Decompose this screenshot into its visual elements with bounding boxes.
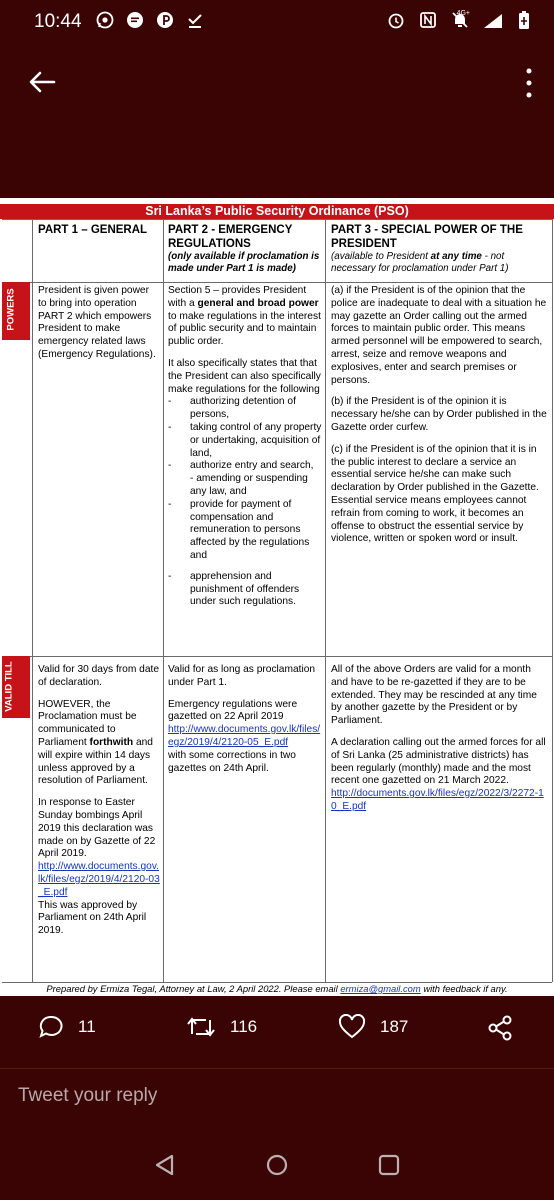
like-count: 187	[380, 1017, 409, 1036]
bullet-item: - amending or suspending any law, and	[190, 473, 308, 497]
alarm-icon	[386, 10, 406, 30]
document-footer: Prepared by Ermiza Tegal, Attorney at Law, 2 April 2022. Please email ermiza@gmail.com with feedback if any.	[46, 983, 508, 994]
reply-count: 11	[78, 1017, 96, 1036]
download-done-icon	[185, 10, 205, 30]
tweet-image-document[interactable]	[0, 198, 554, 996]
pinterest-icon	[155, 10, 175, 30]
part3-header-cell	[331, 223, 549, 275]
part3-powers: (a) if the President is of the opinion that the police are inadequate to deal with a situation he may gazette an Order calling out the armed forces to maintain public order. This means armed personnel will be empowered to search, arrest, seize and remove weapons and explosives, enter and search premises or persons. (b) if the President is of the opinion it is necessary he/she can by Order published in the Gazette order curfew. (c) if the President is of the opinion that it is in the public interest to declare a service an essential service he/she can make such declaration by Order published in the Gazette. Essential service means employees cannot refrain from coming to work, it becomes an offense to obstruct the essential service by violence, written or spoken word or insult.	[331, 285, 547, 545]
part2-header: PART 2 - EMERGENCY REGULATIONS	[168, 224, 293, 250]
message-icon	[125, 10, 145, 30]
part1-header-cell	[38, 223, 160, 237]
system-nav-bar	[0, 1132, 554, 1200]
bullet-item: - provide for payment of compensation and remuneration to persons affected by the regulations and	[168, 498, 310, 561]
part2-gazette-link[interactable]: http://www.documents.gov.lk/files/egz/2019/4/2120-05_E.pdf	[168, 724, 321, 748]
signal-icon	[482, 10, 506, 30]
part3-valid: All of the above Orders are valid for a month and have to be re-gazetted if they are to be extended. They may be rescinded at any time by another gazette by the President or by Parliament. A declaration calling out the armed forces for all of Sri Lanka (25 administrative districts) has been regularly (monthly) made and the most recent one gazetted on 21 March 2022. http://documents.gov.lk/files/egz/2022/3/2272-10_E.pdf	[331, 664, 549, 814]
reply-icon	[38, 1014, 64, 1040]
valid-till-sidebar	[2, 656, 30, 718]
back-arrow-icon[interactable]	[26, 66, 58, 98]
share-icon	[486, 1014, 514, 1042]
reply-input[interactable]: Tweet your reply	[18, 1085, 158, 1106]
tweet-actions	[0, 1000, 554, 1060]
bullet-item: - apprehension and punishment of offenders under such regulations.	[168, 570, 300, 608]
status-time: 10:44	[34, 11, 82, 32]
reply-composer[interactable]	[0, 1068, 554, 1131]
part2-powers: Section 5 – provides President with a general and broad power to make regulations in the interest of public security and to maintain public order. It also specifically states that that the President can also specifically make regulations for the following - authorizing detention of persons, - taking control of any property or undertaking, acquisition of land, - authorize entry and search, - amending or suspending any law, and - provide for payment of compensation and remuneration to persons affected by the regulations and - apprehension and punishment of offenders under such regulations.	[168, 285, 322, 608]
part1-gazette-link[interactable]: http://www.documents.gov.lk/files/egz/2019/4/2120-03_E.pdf	[38, 861, 160, 898]
part2-valid: Valid for as long as proclamation under Part 1. Emergency regulations were gazetted on 22 April 2019 http://www.documents.gov.lk/files/egz/2019/4/2120-05_E.pdf with some corrections in two gazettes on 24th April.	[168, 664, 321, 774]
more-vertical-icon[interactable]	[524, 66, 534, 100]
part1-valid: Valid for 30 days from date of declaration. HOWEVER, the Proclamation must be communicated to Parliament forthwith and will expire within 14 days unless approved by a resolution of Parliament. In response to Easter Sunday bombings April 2019 this declaration was made on by Gazette of 22 April 2019. http://www.documents.gov.lk/files/egz/2019/4/2120-03_E.pdf This was approved by Parliament on 24th April 2019.	[38, 664, 160, 937]
nfc-icon	[418, 10, 438, 30]
part2-header-cell	[168, 223, 322, 275]
powers-sidebar	[2, 282, 30, 340]
document-title: Sri Lanka’s Public Security Ordinance (PSO)	[0, 204, 554, 219]
bullet-item: - authorizing detention of persons,	[168, 396, 296, 421]
share-button[interactable]	[486, 1014, 514, 1042]
app-bar	[0, 46, 554, 116]
reply-button[interactable]	[38, 1014, 96, 1040]
like-button[interactable]	[338, 1014, 408, 1040]
nav-back-icon[interactable]	[152, 1152, 178, 1183]
whatsapp-icon	[95, 10, 115, 30]
retweet-button[interactable]	[186, 1014, 257, 1040]
part3-header: PART 3 - SPECIAL POWER OF THE PRESIDENT	[331, 224, 523, 250]
footer-email: ermiza@gmail.com	[340, 983, 421, 994]
part1-header: PART 1 – GENERAL	[38, 224, 148, 236]
nav-home-icon[interactable]	[264, 1152, 290, 1183]
network-type: 4G+	[456, 10, 470, 17]
valid-till-label: VALID TILL	[3, 661, 15, 712]
heart-icon	[338, 1014, 366, 1040]
powers-label: POWERS	[5, 288, 17, 331]
battery-icon	[518, 10, 530, 30]
status-bar	[0, 0, 554, 46]
part1-powers: President is given power to bring into operation PART 2 which empowers President to make emergency related laws (Emergency Regulations).	[38, 285, 156, 360]
part3-gazette-link[interactable]: http://documents.gov.lk/files/egz/2022/3/2272-10_E.pdf	[331, 788, 544, 812]
part3-subheader: (available to President at any time - not necessary for proclamation under Part 1)	[331, 251, 509, 274]
part2-subheader: (only available if proclamation is made under Part 1 is made)	[168, 251, 320, 274]
retweet-count: 116	[230, 1017, 258, 1036]
retweet-icon	[186, 1014, 216, 1040]
bullet-item: - authorize entry and search,	[168, 460, 314, 472]
bullet-item: - taking control of any property or undertaking, acquisition of land,	[168, 421, 322, 459]
nav-recents-icon[interactable]	[377, 1153, 401, 1182]
